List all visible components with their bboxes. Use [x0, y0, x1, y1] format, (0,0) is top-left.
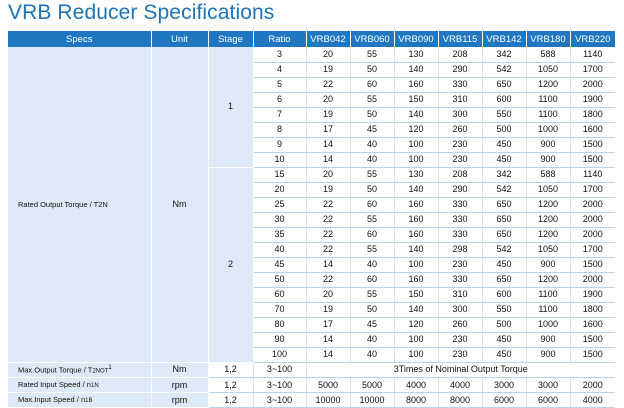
value-cell: 60 [350, 77, 394, 92]
ratio-cell: 70 [253, 302, 306, 317]
spec-text: Max.Input Speed / n [18, 394, 86, 404]
value-cell: 2000 [570, 212, 615, 227]
value-cell: 310 [438, 287, 482, 302]
value-cell: 1200 [526, 272, 570, 287]
ratio-cell: 3~100 [253, 378, 306, 393]
value-cell: 1800 [570, 302, 615, 317]
value-cell: 22 [306, 272, 350, 287]
value-cell: 40 [350, 152, 394, 167]
value-cell: 160 [394, 77, 438, 92]
ratio-cell: 90 [253, 332, 306, 347]
spec-subscript: 1N [90, 382, 99, 389]
value-cell: 40 [350, 347, 394, 362]
value-cell: 10000 [306, 393, 350, 408]
page-title: VRB Reducer Specifications [8, 1, 275, 24]
ratio-cell: 3~100 [253, 393, 306, 408]
stage-label: 2 [208, 167, 253, 362]
ratio-cell: 9 [253, 137, 306, 152]
value-cell: 22 [306, 242, 350, 257]
value-cell: 4000 [570, 393, 615, 408]
spec-label [8, 362, 151, 378]
value-cell: 330 [438, 197, 482, 212]
ratio-cell: 45 [253, 257, 306, 272]
value-cell: 1000 [526, 317, 570, 332]
value-cell: 19 [306, 107, 350, 122]
value-cell: 19 [306, 62, 350, 77]
value-cell: 342 [482, 47, 526, 62]
unit-label: rpm [151, 393, 208, 408]
spec-label: Rated Output Torque / T2N [8, 47, 151, 362]
column-header: VRB060 [350, 31, 394, 47]
value-cell: 5000 [306, 378, 350, 393]
value-cell: 1100 [526, 107, 570, 122]
value-cell: 650 [482, 272, 526, 287]
value-cell: 500 [482, 122, 526, 137]
value-cell: 14 [306, 332, 350, 347]
value-cell: 500 [482, 317, 526, 332]
value-cell: 1200 [526, 212, 570, 227]
value-cell: 100 [394, 137, 438, 152]
stage-cell: 1,2 [208, 362, 253, 378]
value-cell: 1000 [526, 122, 570, 137]
value-cell: 1700 [570, 182, 615, 197]
value-cell: 1600 [570, 122, 615, 137]
value-cell: 260 [438, 122, 482, 137]
value-cell: 2000 [570, 227, 615, 242]
value-cell: 1050 [526, 242, 570, 257]
value-cell: 542 [482, 62, 526, 77]
value-cell: 19 [306, 182, 350, 197]
value-cell: 550 [482, 107, 526, 122]
value-cell: 60 [350, 227, 394, 242]
value-cell: 20 [306, 167, 350, 182]
value-cell: 22 [306, 197, 350, 212]
header-row [8, 31, 615, 47]
value-cell: 650 [482, 227, 526, 242]
value-cell: 330 [438, 272, 482, 287]
column-header: VRB042 [306, 31, 350, 47]
value-cell: 2000 [570, 77, 615, 92]
value-cell: 60 [350, 197, 394, 212]
value-cell: 290 [438, 62, 482, 77]
value-cell: 1900 [570, 92, 615, 107]
spec-table [8, 31, 615, 408]
value-cell: 140 [394, 242, 438, 257]
column-header: Ratio [253, 31, 306, 47]
column-header: VRB090 [394, 31, 438, 47]
value-cell: 22 [306, 77, 350, 92]
value-cell: 310 [438, 92, 482, 107]
value-cell: 120 [394, 317, 438, 332]
value-cell: 1500 [570, 152, 615, 167]
table-row [8, 362, 615, 378]
value-cell: 208 [438, 47, 482, 62]
value-cell: 40 [350, 137, 394, 152]
value-cell: 1200 [526, 227, 570, 242]
value-cell: 330 [438, 227, 482, 242]
value-cell: 160 [394, 197, 438, 212]
value-cell: 8000 [394, 393, 438, 408]
value-cell: 900 [526, 152, 570, 167]
value-cell: 8000 [438, 393, 482, 408]
value-cell: 600 [482, 287, 526, 302]
ratio-cell: 4 [253, 62, 306, 77]
value-cell: 1200 [526, 197, 570, 212]
table-row [8, 47, 615, 62]
value-cell: 4000 [394, 378, 438, 393]
ratio-cell: 6 [253, 92, 306, 107]
value-cell: 1500 [570, 137, 615, 152]
ratio-cell: 3~100 [253, 362, 306, 378]
value-cell: 14 [306, 137, 350, 152]
value-cell: 140 [394, 107, 438, 122]
value-cell: 100 [394, 332, 438, 347]
value-cell: 2000 [570, 378, 615, 393]
value-cell: 50 [350, 62, 394, 77]
value-cell: 40 [350, 257, 394, 272]
value-cell: 1140 [570, 167, 615, 182]
spec-superscript: 1 [108, 364, 112, 371]
value-cell: 330 [438, 77, 482, 92]
stage-label: 1 [208, 47, 253, 167]
value-cell: 450 [482, 347, 526, 362]
spec-text: Rated Input Speed / n [18, 379, 91, 389]
value-cell: 60 [350, 272, 394, 287]
value-cell: 150 [394, 92, 438, 107]
value-cell: 6000 [526, 393, 570, 408]
value-cell: 55 [350, 92, 394, 107]
value-cell: 650 [482, 77, 526, 92]
unit-label: Nm [151, 362, 208, 378]
value-cell: 550 [482, 302, 526, 317]
value-cell: 50 [350, 182, 394, 197]
value-cell: 230 [438, 347, 482, 362]
value-cell: 120 [394, 122, 438, 137]
value-cell: 22 [306, 212, 350, 227]
value-cell: 542 [482, 182, 526, 197]
ratio-cell: 15 [253, 167, 306, 182]
value-cell: 900 [526, 137, 570, 152]
column-header: Stage [208, 31, 253, 47]
value-cell: 1050 [526, 182, 570, 197]
value-cell: 6000 [482, 393, 526, 408]
value-cell: 230 [438, 257, 482, 272]
value-cell: 900 [526, 332, 570, 347]
unit-label: Nm [151, 47, 208, 362]
value-cell: 50 [350, 107, 394, 122]
value-cell: 1100 [526, 302, 570, 317]
value-cell: 20 [306, 47, 350, 62]
column-header: VRB142 [482, 31, 526, 47]
value-cell: 19 [306, 302, 350, 317]
column-header: VRB180 [526, 31, 570, 47]
value-cell: 1100 [526, 287, 570, 302]
value-cell: 22 [306, 227, 350, 242]
value-cell: 17 [306, 317, 350, 332]
value-cell: 20 [306, 287, 350, 302]
ratio-cell: 20 [253, 182, 306, 197]
value-cell: 1100 [526, 92, 570, 107]
column-header: VRB115 [438, 31, 482, 47]
ratio-cell: 7 [253, 107, 306, 122]
value-cell: 1600 [570, 317, 615, 332]
note-cell: 3Times of Nominal Output Torque [306, 362, 615, 378]
value-cell: 208 [438, 167, 482, 182]
value-cell: 342 [482, 167, 526, 182]
value-cell: 600 [482, 92, 526, 107]
value-cell: 1700 [570, 242, 615, 257]
value-cell: 330 [438, 212, 482, 227]
value-cell: 5000 [350, 378, 394, 393]
value-cell: 450 [482, 257, 526, 272]
value-cell: 450 [482, 137, 526, 152]
value-cell: 1800 [570, 107, 615, 122]
ratio-cell: 80 [253, 317, 306, 332]
ratio-cell: 5 [253, 77, 306, 92]
value-cell: 300 [438, 302, 482, 317]
value-cell: 3000 [526, 378, 570, 393]
value-cell: 160 [394, 227, 438, 242]
column-header: Unit [151, 31, 208, 47]
value-cell: 450 [482, 152, 526, 167]
ratio-cell: 8 [253, 122, 306, 137]
spec-label [8, 393, 151, 408]
value-cell: 1200 [526, 77, 570, 92]
value-cell: 140 [394, 62, 438, 77]
value-cell: 55 [350, 167, 394, 182]
value-cell: 1900 [570, 287, 615, 302]
table-row [8, 393, 615, 408]
value-cell: 1700 [570, 62, 615, 77]
value-cell: 260 [438, 317, 482, 332]
value-cell: 14 [306, 152, 350, 167]
value-cell: 900 [526, 347, 570, 362]
value-cell: 4000 [438, 378, 482, 393]
spec-label [8, 378, 151, 393]
value-cell: 2000 [570, 272, 615, 287]
value-cell: 130 [394, 167, 438, 182]
ratio-cell: 60 [253, 287, 306, 302]
value-cell: 100 [394, 347, 438, 362]
stage-cell: 1,2 [208, 393, 253, 408]
value-cell: 230 [438, 152, 482, 167]
column-header: Specs [8, 31, 151, 47]
value-cell: 298 [438, 242, 482, 257]
value-cell: 1500 [570, 347, 615, 362]
spec-subscript: 2NOT [92, 368, 109, 374]
value-cell: 10000 [350, 393, 394, 408]
value-cell: 588 [526, 47, 570, 62]
value-cell: 160 [394, 212, 438, 227]
value-cell: 450 [482, 332, 526, 347]
value-cell: 14 [306, 347, 350, 362]
value-cell: 1500 [570, 332, 615, 347]
value-cell: 300 [438, 107, 482, 122]
value-cell: 130 [394, 47, 438, 62]
value-cell: 1140 [570, 47, 615, 62]
value-cell: 900 [526, 257, 570, 272]
ratio-cell: 10 [253, 152, 306, 167]
stage-cell: 1,2 [208, 378, 253, 393]
value-cell: 140 [394, 182, 438, 197]
ratio-cell: 35 [253, 227, 306, 242]
value-cell: 542 [482, 242, 526, 257]
value-cell: 290 [438, 182, 482, 197]
value-cell: 45 [350, 317, 394, 332]
value-cell: 160 [394, 272, 438, 287]
value-cell: 100 [394, 257, 438, 272]
value-cell: 1050 [526, 62, 570, 77]
ratio-cell: 100 [253, 347, 306, 362]
value-cell: 40 [350, 332, 394, 347]
value-cell: 20 [306, 92, 350, 107]
ratio-cell: 40 [253, 242, 306, 257]
spec-text: Max.Output Torque / T [18, 365, 93, 374]
ratio-cell: 50 [253, 272, 306, 287]
value-cell: 1500 [570, 257, 615, 272]
value-cell: 150 [394, 287, 438, 302]
value-cell: 55 [350, 242, 394, 257]
value-cell: 14 [306, 257, 350, 272]
value-cell: 140 [394, 302, 438, 317]
value-cell: 650 [482, 212, 526, 227]
value-cell: 3000 [482, 378, 526, 393]
ratio-cell: 30 [253, 212, 306, 227]
value-cell: 45 [350, 122, 394, 137]
value-cell: 588 [526, 167, 570, 182]
value-cell: 230 [438, 332, 482, 347]
column-header: VRB220 [570, 31, 615, 47]
value-cell: 50 [350, 302, 394, 317]
ratio-cell: 3 [253, 47, 306, 62]
value-cell: 100 [394, 152, 438, 167]
table-row [8, 378, 615, 393]
value-cell: 17 [306, 122, 350, 137]
value-cell: 2000 [570, 197, 615, 212]
spec-subscript: 1B [85, 397, 93, 404]
value-cell: 55 [350, 287, 394, 302]
ratio-cell: 25 [253, 197, 306, 212]
value-cell: 650 [482, 197, 526, 212]
value-cell: 230 [438, 137, 482, 152]
value-cell: 55 [350, 212, 394, 227]
unit-label: rpm [151, 378, 208, 393]
value-cell: 55 [350, 47, 394, 62]
